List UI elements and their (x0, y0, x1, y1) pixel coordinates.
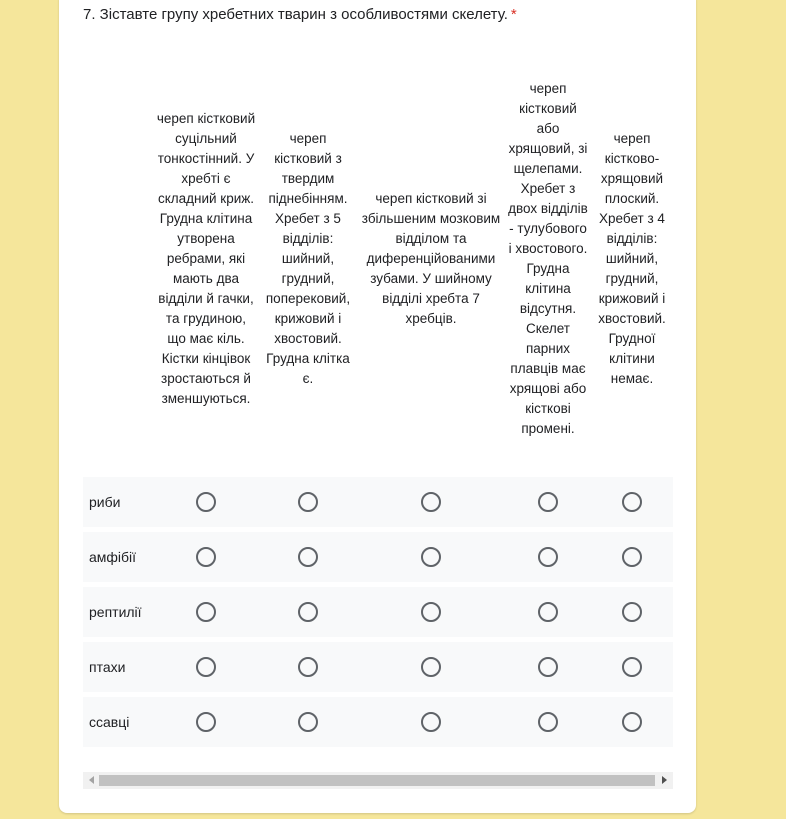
radio-button[interactable] (196, 712, 216, 732)
question-title-text: 7. Зіставте групу хребетних тварин з особливостями скелету. (83, 6, 508, 23)
radio-button[interactable] (298, 492, 318, 512)
scroll-left-icon[interactable] (89, 776, 94, 784)
grid-row (83, 587, 673, 637)
column-header: череп кістково-хрящовий плоский. Хребет з 4 відділів: шийний, грудний, крижовий і хвостовий. Грудної клітини немає. (598, 130, 666, 386)
radio-button[interactable] (538, 657, 558, 677)
radio-button[interactable] (538, 547, 558, 567)
choice-grid-table (83, 40, 673, 752)
grid-row (83, 532, 673, 582)
scrollbar-thumb[interactable] (99, 775, 655, 786)
radio-button[interactable] (622, 602, 642, 622)
radio-button[interactable] (421, 492, 441, 512)
radio-button[interactable] (538, 492, 558, 512)
radio-button[interactable] (622, 657, 642, 677)
grid-row (83, 642, 673, 692)
column-header: череп кістковий з твердим піднебінням. Хребет з 5 відділів: шийний, грудний, поперековий, крижовий і хвостовий. Грудна клітка є. (265, 130, 351, 386)
radio-button[interactable] (421, 547, 441, 567)
grid-row (83, 477, 673, 527)
column-header: череп кістковий суцільний тонкостінний. У хребті є складний криж. Грудна клітина утворена ребрами, які мають два відділи й гачки, та грудиною, що має кіль. Кістки кінцівок зростаються й зменшуються. (156, 110, 256, 406)
grid-header-row (83, 45, 673, 472)
question-title (83, 5, 683, 25)
radio-button[interactable] (196, 657, 216, 677)
column-header: череп кістковий або хрящовий, зі щелепами. Хребет з двох відділів - тулубового і хвостового. Грудна клітина відсутня. Скелет парних плавців має хрящові або кісткові промені. (508, 80, 588, 436)
radio-button[interactable] (421, 602, 441, 622)
radio-button[interactable] (196, 492, 216, 512)
required-asterisk: * (510, 6, 517, 23)
radio-button[interactable] (298, 712, 318, 732)
column-header: череп кістковий зі збільшеним мозковим відділом та диференційованими зубами. У шийному відділі хребта 7 хребців. (361, 190, 501, 326)
radio-button[interactable] (622, 547, 642, 567)
row-label: риби (83, 477, 153, 527)
grid-row (83, 697, 673, 747)
grid-corner (83, 45, 153, 472)
row-label: рептилії (83, 587, 153, 637)
row-label: амфібії (83, 532, 153, 582)
radio-button[interactable] (196, 602, 216, 622)
row-label: ссавці (83, 697, 153, 747)
radio-button[interactable] (298, 547, 318, 567)
radio-button[interactable] (538, 712, 558, 732)
radio-button[interactable] (622, 712, 642, 732)
choice-grid (83, 40, 673, 762)
radio-button[interactable] (421, 657, 441, 677)
radio-button[interactable] (538, 602, 558, 622)
radio-button[interactable] (298, 602, 318, 622)
radio-button[interactable] (622, 492, 642, 512)
radio-button[interactable] (421, 712, 441, 732)
horizontal-scrollbar[interactable] (83, 772, 673, 789)
scroll-right-icon[interactable] (662, 776, 667, 784)
radio-button[interactable] (298, 657, 318, 677)
radio-button[interactable] (196, 547, 216, 567)
row-label: птахи (83, 642, 153, 692)
